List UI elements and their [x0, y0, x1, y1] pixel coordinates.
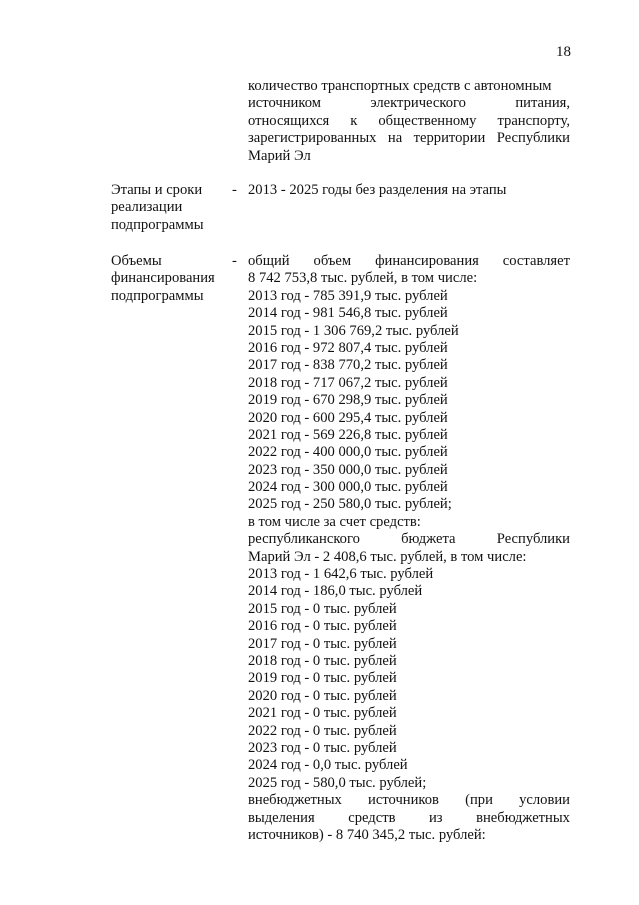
text-line	[248, 78, 570, 95]
funding-dash: -	[232, 253, 237, 269]
text-word: республиканского	[248, 531, 360, 548]
text-line	[248, 323, 570, 340]
text-line	[248, 340, 570, 357]
stages-text	[248, 182, 570, 199]
text-word: источником	[248, 95, 321, 112]
text-line	[248, 113, 570, 130]
text-word: средств	[348, 809, 396, 826]
text-word: 2019 год - 0 тыс. рублей	[248, 670, 397, 687]
text-word: источников	[368, 792, 439, 809]
text-line	[248, 566, 570, 583]
funding-text	[248, 253, 570, 844]
text-word: внебюджетных	[248, 792, 342, 809]
text-line	[248, 670, 570, 687]
text-word: в том числе за счет средств:	[248, 513, 421, 530]
text-word: финансирования	[375, 253, 479, 269]
text-word: 8 742 753,8 тыс. рублей, в том числе:	[248, 270, 478, 287]
page-number: 18	[556, 44, 571, 60]
text-word: транспорту,	[497, 112, 570, 129]
text-word: к	[350, 112, 358, 129]
text-word: 2015 год - 1 306 769,2 тыс. рублей	[248, 322, 459, 339]
text-word: условии	[519, 792, 570, 809]
text-word: зарегистрированных	[248, 130, 377, 147]
text-word: на	[387, 130, 403, 147]
stages-label	[111, 182, 231, 234]
text-line	[248, 810, 570, 827]
text-line	[248, 653, 570, 670]
text-line	[248, 775, 570, 792]
text-word: 2025 год - 250 580,0 тыс. рублей;	[248, 496, 452, 513]
text-word: 2025 год - 580,0 тыс. рублей;	[248, 774, 427, 791]
label-line: подпрограммы	[111, 287, 204, 304]
text-line	[248, 95, 570, 112]
text-line	[248, 357, 570, 374]
text-word: 2016 год - 972 807,4 тыс. рублей	[248, 339, 448, 356]
text-word: Марий Эл - 2 408,6 тыс. рублей, в том числе:	[248, 548, 527, 565]
text-line	[248, 688, 570, 705]
text-word: 2013 год - 1 642,6 тыс. рублей	[248, 566, 434, 583]
text-line	[248, 130, 570, 147]
text-line	[248, 601, 570, 618]
text-word: 2020 год - 600 295,4 тыс. рублей	[248, 409, 448, 426]
text-word: 2024 год - 300 000,0 тыс. рублей	[248, 479, 448, 496]
text-line	[248, 496, 570, 513]
text-word: выделения	[248, 809, 315, 826]
text-word: 2015 год - 0 тыс. рублей	[248, 600, 397, 617]
text-line	[248, 427, 570, 444]
text-line	[248, 410, 570, 427]
text-word: относящихся	[248, 112, 330, 129]
text-word: 2022 год - 0 тыс. рублей	[248, 722, 397, 739]
text-line	[248, 705, 570, 722]
text-line	[248, 270, 570, 287]
text-word: 2019 год - 670 298,9 тыс. рублей	[248, 392, 448, 409]
funding-label	[111, 253, 231, 305]
text-line	[248, 375, 570, 392]
text-line	[248, 636, 570, 653]
text-line	[248, 479, 570, 496]
label-line: финансирования	[111, 270, 215, 287]
text-word: общий	[248, 253, 290, 269]
text-line	[248, 253, 570, 270]
text-word: 2024 год - 0,0 тыс. рублей	[248, 757, 408, 774]
text-line	[248, 757, 570, 774]
text-word: 2020 год - 0 тыс. рублей	[248, 687, 397, 704]
text-line	[248, 827, 570, 844]
text-word: электрического	[370, 95, 466, 112]
text-word: количество транспортных средств с автономным	[248, 78, 552, 94]
text-line	[248, 462, 570, 479]
text-word: 2018 год - 717 067,2 тыс. рублей	[248, 374, 448, 391]
text-word: Марий Эл	[248, 147, 311, 164]
text-line	[248, 392, 570, 409]
text-word: 2013 год - 785 391,9 тыс. рублей	[248, 287, 448, 304]
text-word: 2018 год - 0 тыс. рублей	[248, 652, 397, 669]
text-word: бюджета	[401, 531, 456, 548]
stages-dash: -	[232, 182, 237, 198]
text-word: 2023 год - 350 000,0 тыс. рублей	[248, 461, 448, 478]
text-word: территории	[413, 130, 486, 147]
text-word: 2017 год - 838 770,2 тыс. рублей	[248, 357, 448, 374]
text-word: Республики	[496, 531, 570, 548]
text-word: 2021 год - 569 226,8 тыс. рублей	[248, 426, 448, 443]
text-word: 2023 год - 0 тыс. рублей	[248, 739, 397, 756]
text-word: 2016 год - 0 тыс. рублей	[248, 618, 397, 635]
text-word: источников) - 8 740 345,2 тыс. рублей:	[248, 826, 486, 843]
text-word: Республики	[496, 130, 570, 147]
text-word: общественному	[378, 112, 477, 129]
text-line	[248, 618, 570, 635]
text-word: из	[429, 809, 443, 826]
stages-value: 2013 - 2025 годы без разделения на этапы	[248, 182, 507, 198]
text-word: 2022 год - 400 000,0 тыс. рублей	[248, 444, 448, 461]
text-word: составляет	[502, 253, 570, 269]
text-line	[248, 514, 570, 531]
text-word: (при	[465, 792, 493, 809]
text-line	[248, 740, 570, 757]
label-line: подпрограммы	[111, 216, 204, 233]
text-line	[248, 723, 570, 740]
text-line	[248, 305, 570, 322]
text-word: объем	[313, 253, 352, 269]
text-word: 2014 год - 981 546,8 тыс. рублей	[248, 305, 448, 322]
text-line	[248, 288, 570, 305]
label-line: реализации	[111, 199, 183, 216]
transport-indicator-text	[248, 78, 570, 165]
text-line	[248, 444, 570, 461]
text-line	[248, 549, 570, 566]
label-line: Этапы и сроки	[111, 182, 203, 198]
text-line	[248, 583, 570, 600]
text-line	[248, 792, 570, 809]
text-line	[248, 531, 570, 548]
text-word: 2021 год - 0 тыс. рублей	[248, 705, 397, 722]
text-word: 2014 год - 186,0 тыс. рублей	[248, 583, 423, 600]
label-line: Объемы	[111, 253, 162, 269]
text-word: питания,	[515, 95, 570, 112]
text-word: внебюджетных	[476, 809, 570, 826]
text-word: 2017 год - 0 тыс. рублей	[248, 635, 397, 652]
text-line	[248, 148, 570, 165]
